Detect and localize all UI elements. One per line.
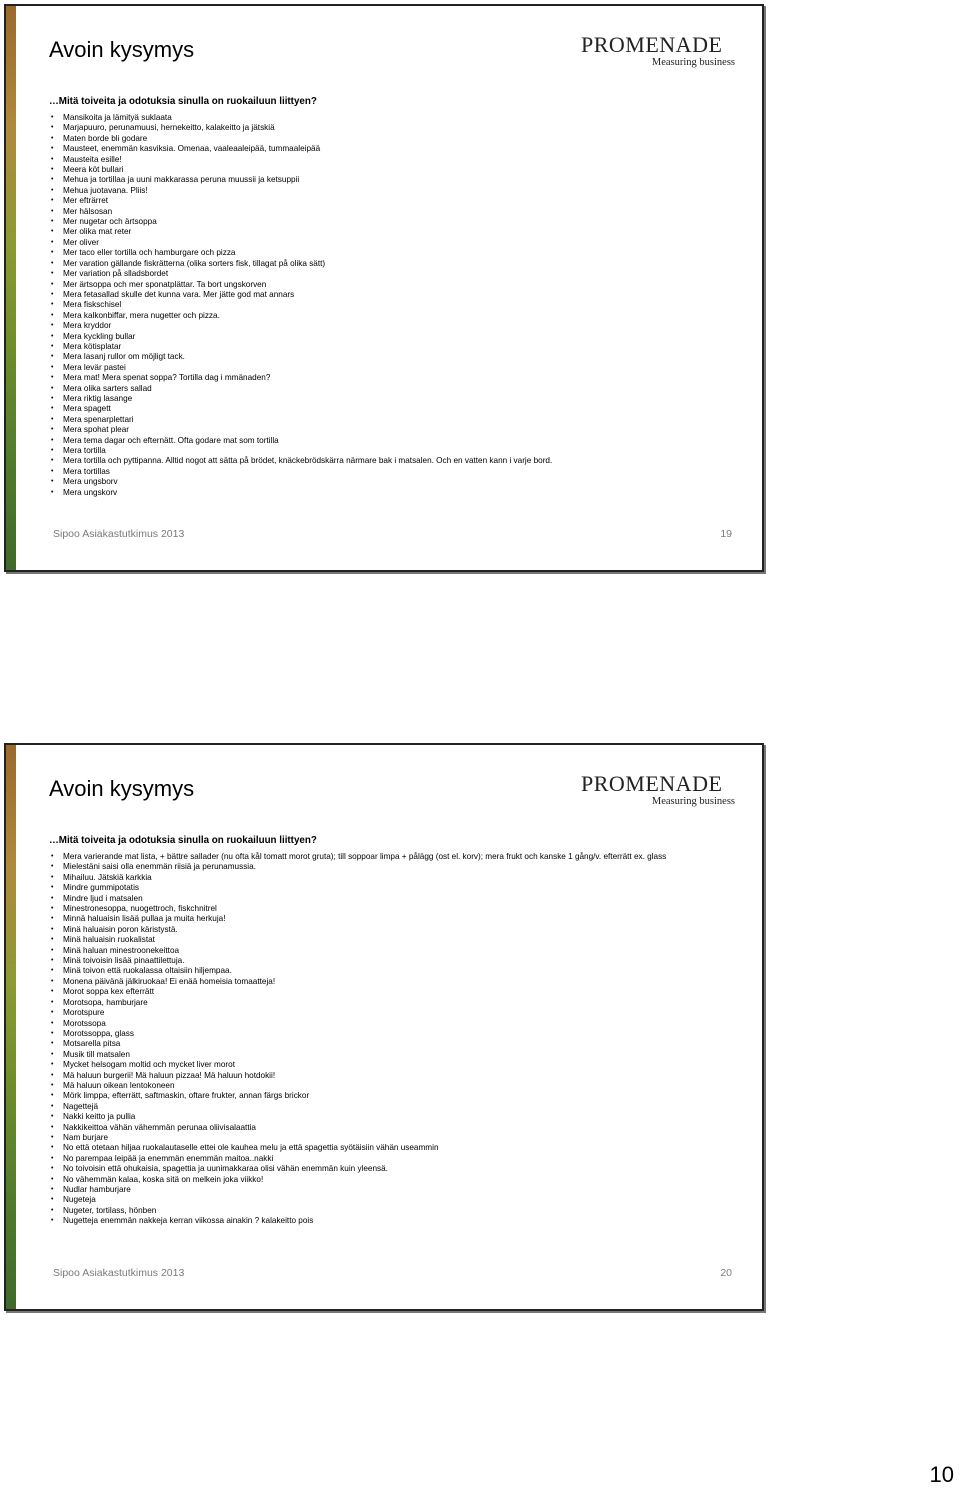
list-item: • Nam burjare (49, 1133, 749, 1143)
slide-title: Avoin kysymys (49, 37, 195, 62)
list-item: • Mera kyckling bullar (49, 332, 749, 342)
list-item: • Minä toivoisin lisää pinaattilettuja. (49, 956, 749, 966)
list-item: • Monena päivänä jälkiruokaa! Ei enää homeisia tomaatteja! (49, 977, 749, 987)
list-item: • Morotsopa, hamburjare (49, 998, 749, 1008)
list-item: • Nagettejä (49, 1102, 749, 1112)
list-item: • Mera tema dagar och efternätt. Ofta godare mat som tortilla (49, 436, 749, 446)
promenade-logo (581, 34, 737, 70)
list-item: • Mera kötisplatar (49, 342, 749, 352)
list-item: • Nugetteja enemmän nakkeja kerran viikossa ainakin ? kalakeitto pois (49, 1216, 749, 1226)
list-item: • No toivoisin että ohukaisia, spagettia ja uunimakkaraa olisi vähän enemmän kuin yleensä. (49, 1164, 749, 1174)
list-item: • Mer taco eller tortilla och hamburgare och pizza (49, 248, 749, 258)
list-item: • Nugeter, tortilass, hönben (49, 1206, 749, 1216)
list-item: • Mera fetasallad skulle det kunna vara. Mer jätte god mat annars (49, 290, 749, 300)
question-heading: …Mitä toiveita ja odotuksia sinulla on ruokailuun liittyen? (49, 835, 317, 846)
footer-text: Sipoo Asiakastutkimus 2013 (53, 528, 185, 540)
logo-main-text: PROMENADE (581, 32, 723, 57)
list-item: • Morot soppa kex efterrätt (49, 987, 749, 997)
slide-19 (4, 4, 764, 572)
page-number: 10 (929, 1462, 954, 1487)
list-item: • Minä toivon että ruokalassa oltaisiin hiljempaa. (49, 966, 749, 976)
list-item: • Mera tortillas (49, 467, 749, 477)
list-item: • Mera tortilla (49, 446, 749, 456)
list-item: • Nakkikeittoa vähän vähemmän perunaa oliivisalaattia (49, 1123, 749, 1133)
list-item: • Mera kryddor (49, 321, 749, 331)
list-item: • Mer nugetar och ärtsoppa (49, 217, 749, 227)
slide-20 (4, 743, 764, 1311)
list-item: • Mindre ljud i matsalen (49, 894, 749, 904)
list-item: • Mer efträrret (49, 196, 749, 206)
list-item: • Mer hälsosan (49, 207, 749, 217)
question-heading: …Mitä toiveita ja odotuksia sinulla on ruokailuun liittyen? (49, 96, 317, 107)
list-item: • Mera fiskschisel (49, 300, 749, 310)
list-item: • Mer varation gällande fiskrätterna (olika sorters fisk, tillagat på olika sätt) (49, 259, 749, 269)
list-item: • Mä haluun burgerii! Mä haluun pizzaa! Mä haluun hotdokii! (49, 1071, 749, 1081)
slide-number: 19 (720, 528, 732, 540)
list-item: • Mä haluun oikean lentokoneen (49, 1081, 749, 1091)
list-item: • Mera lasanj rullor om möjligt tack. (49, 352, 749, 362)
list-item: • Nakki keitto ja pullia (49, 1112, 749, 1122)
list-item: • Morotssopa (49, 1019, 749, 1029)
list-item: • Mera kalkonbiffar, mera nugetter och pizza. (49, 311, 749, 321)
slide-title: Avoin kysymys (49, 776, 195, 801)
slide-number: 20 (720, 1267, 732, 1279)
list-item: • Mörk limppa, efterrätt, saftmaskin, oftare frukter, annan färgs brickor (49, 1091, 749, 1101)
list-item: • Mer variation på slladsbordet (49, 269, 749, 279)
list-item: • Mera varierande mat lista, + bättre sallader (nu ofta kål tomatt morot gruta); till soppoar limpa + pålägg (ost el. korv); mera frukt och kanske 1 gång/v. efterrätt ex. glass (49, 852, 749, 862)
logo-main-text: PROMENADE (581, 771, 723, 796)
list-item: • Mycket helsogam moltid och mycket liver morot (49, 1060, 749, 1070)
list-item: • Meera köt bullari (49, 165, 749, 175)
list-item: • Mera levär pastei (49, 363, 749, 373)
list-item: • Mera spagett (49, 404, 749, 414)
list-item: • No vähemmän kalaa, koska sitä on melkein joka viikko! (49, 1175, 749, 1185)
list-item: • Mera spenarplettari (49, 415, 749, 425)
list-item: • Mera tortilla och pyttipanna. Alltid nogot att sätta på brödet, knäckebrödskärra närmare bak i matsalen. Och en vatten kann i varje bord. (49, 456, 749, 466)
list-item: • Musik till matsalen (49, 1050, 749, 1060)
list-item: • Minnä haluaisin lisää pullaa ja muita herkuja! (49, 914, 749, 924)
list-item: • Minä haluaisin poron käristystä. (49, 925, 749, 935)
list-item: • Mera ungskorv (49, 488, 749, 498)
list-item: • No että otetaan hiljaa ruokalautaselle ettei ole kauhea melu ja että spagettia syötäisiin vähän useammin (49, 1143, 749, 1153)
list-item: • Morotspure (49, 1008, 749, 1018)
list-item: • Mihailuu. Jätskiä karkkia (49, 873, 749, 883)
list-item: • Motsarella pitsa (49, 1039, 749, 1049)
list-item: • Mausteet, enemmän kasviksia. Omenaa, vaaleaaleipää, tummaaleipää (49, 144, 749, 154)
footer-text: Sipoo Asiakastutkimus 2013 (53, 1267, 185, 1279)
list-item: • Mehua juotavana. Pliis! (49, 186, 749, 196)
list-item: • Mielestäni saisi olla enemmän riisiä ja perunamussia. (49, 862, 749, 872)
list-item: • Minä haluaisin ruokalistat (49, 935, 749, 945)
promenade-logo (581, 773, 737, 809)
list-item: • Minestronesoppa, nuogettroch, fiskchnitrel (49, 904, 749, 914)
answer-list (49, 852, 749, 1227)
list-item: • No parempaa leipää ja enemmän enemmän maitoa..nakki (49, 1154, 749, 1164)
decorative-stripe (6, 6, 16, 570)
logo-tagline: Measuring business (651, 57, 735, 68)
list-item: • Mera ungsborv (49, 477, 749, 487)
answer-list (49, 113, 749, 498)
list-item: • Mansikoita ja lämityä suklaata (49, 113, 749, 123)
list-item: • Mindre gummipotatis (49, 883, 749, 893)
logo-tagline: Measuring business (651, 796, 735, 807)
list-item: • Mer ärtsoppa och mer sponatplättar. Ta bort ungskorven (49, 280, 749, 290)
list-item: • Mera spohat plear (49, 425, 749, 435)
list-item: • Mehua ja tortillaa ja uuni makkarassa peruna muussii ja ketsuppii (49, 175, 749, 185)
list-item: • Mera mat! Mera spenat soppa? Tortilla dag i mmänaden? (49, 373, 749, 383)
list-item: • Mer olika mat reter (49, 227, 749, 237)
list-item: • Mera olika sarters sallad (49, 384, 749, 394)
list-item: • Mausteita esille! (49, 155, 749, 165)
list-item: • Nugeteja (49, 1195, 749, 1205)
list-item: • Mer oliver (49, 238, 749, 248)
decorative-stripe (6, 745, 16, 1309)
list-item: • Mera riktig lasange (49, 394, 749, 404)
list-item: • Minä haluan minestroonekeittoa (49, 946, 749, 956)
list-item: • Nudlar hamburjare (49, 1185, 749, 1195)
list-item: • Morotssoppa, glass (49, 1029, 749, 1039)
list-item: • Marjapuuro, perunamuusi, hernekeitto, kalakeitto ja jätskiä (49, 123, 749, 133)
list-item: • Maten borde bli godare (49, 134, 749, 144)
